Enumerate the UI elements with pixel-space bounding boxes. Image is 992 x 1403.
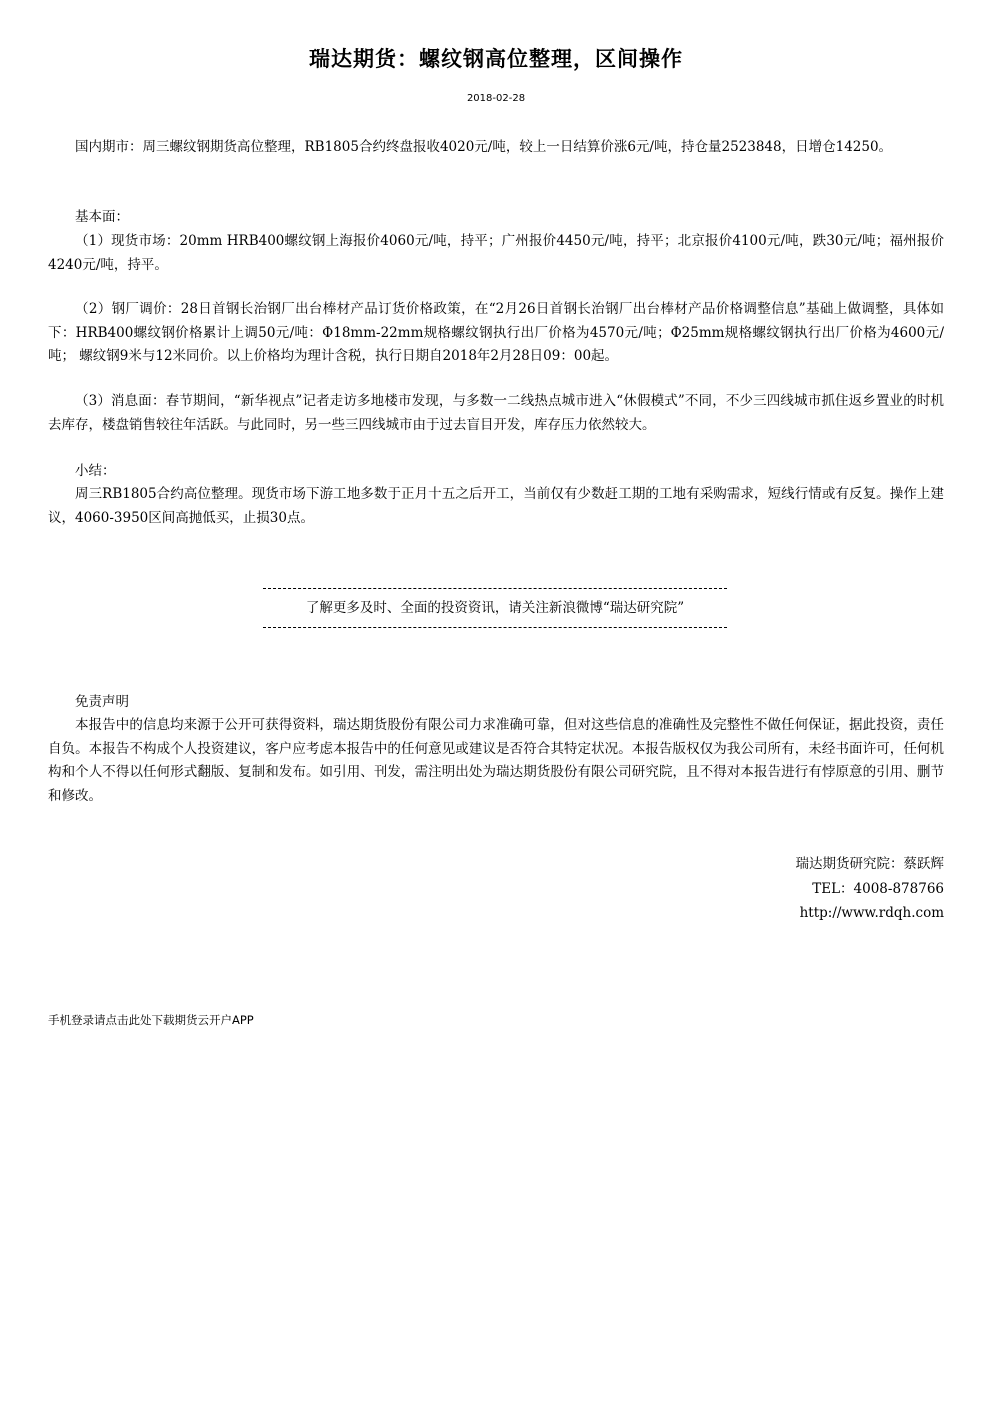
fundamentals-heading: 基本面： — [75, 209, 129, 225]
disclaimer-heading: 免责声明 — [75, 694, 129, 710]
news-paragraph — [48, 390, 944, 437]
mill-price-paragraph — [48, 298, 944, 369]
notice-divider-top — [263, 588, 727, 589]
news-text: （3）消息面：春节期间，“新华视点”记者走访多地楼市发现，与多数一二线热点城市进入“休假模式”不同，不少三四线城市抓住返乡置业的时机去库存，楼盘销售较往年活跃。与此同时，另一些三四线城市由于过去盲目开发，库存压力依然较大。 — [48, 393, 944, 433]
summary-heading: 小结： — [75, 463, 116, 479]
summary-text: 周三RB1805合约高位整理。现货市场下游工地多数于正月十五之后开工，当前仅有少数赶工期的工地有采购需求，短线行情或有反复。操作上建议，4060-3950区间高抛低买，止损30点。 — [48, 486, 944, 526]
spot-market-text: （1）现货市场：20mm HRB400螺纹钢上海报价4060元/吨，持平；广州报价4450元/吨，持平；北京报价4100元/吨，跌30元/吨；福州报价4240元/吨，持平。 — [48, 233, 944, 273]
notice-divider-bottom — [263, 627, 727, 628]
weibo-notice — [263, 580, 727, 636]
signature-website: http://www.rdqh.com — [799, 905, 944, 921]
report-title: 瑞达期货：螺纹钢高位整理，区间操作 — [309, 47, 683, 71]
mill-price-text: （2）钢厂调价：28日首钢长治钢厂出台棒材产品订货价格政策，在“2月26日首钢长治钢厂出台棒材产品价格调整信息”基础上做调整，具体如下：HRB400螺纹钢价格累计上调50元/吨：Φ18mm-22mm规格螺纹钢执行出厂价格为4570元/吨；Φ25mm规格螺纹钢执行出厂价格为4600元/吨； 螺纹钢9米与12米同价。以上价格均为理计含税，执行日期自2018年2月28日09：00起。 — [48, 301, 944, 364]
weibo-notice-text: 了解更多及时、全面的投资资讯，请关注新浪微博“瑞达研究院” — [305, 600, 685, 616]
signature-tel: TEL：4008-878766 — [812, 880, 944, 897]
signature-institute: 瑞达期货研究院：蔡跃辉 — [795, 856, 944, 872]
disclaimer-text: 本报告中的信息均来源于公开可获得资料，瑞达期货股份有限公司力求准确可靠，但对这些信息的准确性及完整性不做任何保证，据此投资，责任自负。本报告不构成个人投资建议，客户应考虑本报告中的任何意见或建议是否符合其特定状况。本报告版权仅为我公司所有，未经书面许可，任何机构和个人不得以任何形式翻版、复制和发布。如引用、刊发，需注明出处为瑞达期货股份有限公司研究院，且不得对本报告进行有悖原意的引用、删节和修改。 — [48, 717, 944, 804]
signature-block — [796, 852, 945, 926]
disclaimer-paragraph — [48, 714, 944, 808]
spot-market-paragraph — [48, 230, 944, 277]
market-paragraph — [48, 136, 944, 160]
market-paragraph-text: 国内期市：周三螺纹钢期货高位整理，RB1805合约终盘报收4020元/吨，较上一日结算价涨6元/吨，持仓量2523848，日增仓14250。 — [75, 139, 893, 155]
app-download-link[interactable]: 手机登录请点击此处下载期货云开户APP — [48, 1013, 254, 1027]
report-date: 2018-02-28 — [466, 93, 526, 104]
summary-paragraph — [48, 483, 944, 530]
